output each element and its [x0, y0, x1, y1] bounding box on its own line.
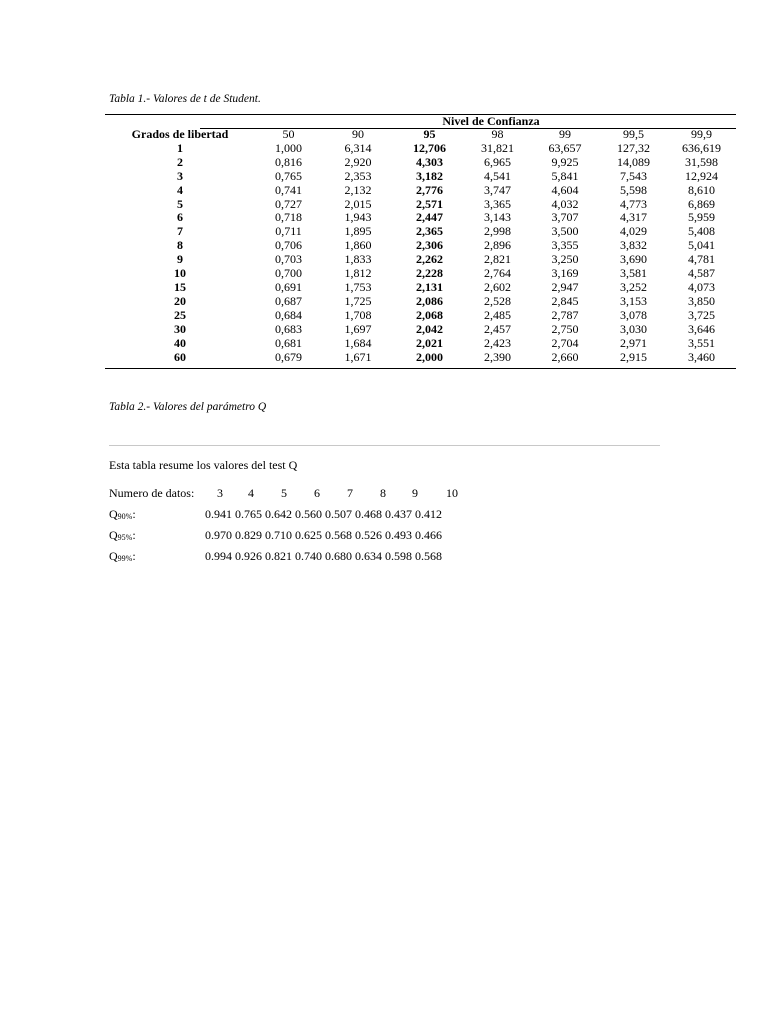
- t-value-cell: 1,943: [344, 211, 372, 225]
- t-value-cell: 5,959: [688, 211, 715, 225]
- t-value-cell: 2,228: [416, 267, 443, 281]
- t-value-cell: 636,619: [682, 141, 721, 155]
- t-value-cell: 2,447: [416, 211, 443, 225]
- t-value-cell: 3,500: [551, 225, 579, 239]
- t-value-cell: 1,812: [344, 267, 372, 281]
- t-value-cell: 3,725: [688, 308, 715, 322]
- t-value-cell: 5,841: [551, 169, 579, 183]
- t-value-cell: 3,169: [551, 267, 579, 281]
- df-cell: 15: [174, 280, 186, 294]
- df-cell: 5: [177, 197, 183, 211]
- t-value-cell: 3,832: [620, 239, 647, 253]
- confidence-header: 90: [352, 128, 364, 141]
- confidence-header: 99,5: [623, 128, 644, 141]
- confidence-header: 99,9: [691, 128, 712, 141]
- df-cell: 9: [177, 253, 183, 267]
- t-value-cell: 3,143: [484, 211, 511, 225]
- df-cell: 2: [177, 155, 183, 169]
- t-value-cell: 1,725: [344, 294, 372, 308]
- t-value-cell: 2,896: [484, 239, 511, 253]
- t-value-cell: 3,690: [620, 253, 647, 267]
- n-value: 4: [248, 486, 254, 500]
- n-value: 3: [217, 486, 223, 500]
- df-cell: 8: [177, 239, 183, 253]
- t-value-cell: 2,086: [416, 294, 443, 308]
- t-value-cell: 2,764: [484, 267, 511, 281]
- t-value-cell: 3,707: [551, 211, 579, 225]
- t-value-cell: 5,408: [688, 225, 715, 239]
- table-row: [105, 253, 736, 267]
- t-value-cell: 2,000: [416, 350, 443, 364]
- t-value-cell: 1,708: [344, 308, 372, 322]
- t-value-cell: 12,924: [685, 169, 718, 183]
- t-value-cell: 2,353: [344, 169, 372, 183]
- table-row: [105, 323, 736, 337]
- t-value-cell: 63,657: [548, 141, 582, 155]
- t-value-cell: 8,610: [688, 183, 715, 197]
- t-value-cell: 3,252: [620, 280, 647, 294]
- t-value-cell: 2,131: [416, 280, 443, 294]
- table-row: [105, 281, 736, 295]
- t-value-cell: 2,571: [416, 197, 443, 211]
- t-value-cell: 3,747: [484, 183, 511, 197]
- t-value-cell: 2,776: [416, 183, 443, 197]
- t-value-cell: 0,706: [275, 239, 302, 253]
- confidence-header: 98: [491, 128, 504, 141]
- t-value-cell: 2,660: [551, 350, 579, 364]
- df-cell: 7: [177, 225, 183, 239]
- t-value-cell: 2,750: [551, 322, 579, 336]
- t-value-cell: 127,32: [617, 141, 650, 155]
- t-value-cell: 3,646: [688, 322, 715, 336]
- table1-caption: Tabla 1.- Valores de t de Student.: [109, 93, 261, 105]
- t-value-cell: 3,551: [688, 336, 715, 350]
- q-row-values: 0.994 0.926 0.821 0.740 0.680 0.634 0.598 0.568: [205, 549, 442, 563]
- t-value-cell: 0,681: [275, 336, 302, 350]
- t-value-cell: 4,541: [484, 169, 511, 183]
- t-value-cell: 31,821: [481, 141, 514, 155]
- t-value-cell: 3,153: [620, 294, 647, 308]
- t-value-cell: 3,078: [620, 308, 647, 322]
- t-value-cell: 0,711: [275, 225, 302, 239]
- n-value: 5: [281, 486, 287, 500]
- table-row: [105, 156, 736, 170]
- table1-group-header: Nivel de Confianza: [442, 114, 540, 128]
- t-student-table: [105, 128, 736, 364]
- table-row: [105, 309, 736, 323]
- t-value-cell: 6,869: [688, 197, 715, 211]
- t-value-cell: 0,679: [275, 350, 302, 364]
- t-value-cell: 9,925: [551, 155, 579, 169]
- q-row-label: $Q_{95\%}$:: [109, 528, 136, 542]
- confidence-header: 99: [559, 128, 571, 141]
- df-column-header: Grados de libertad: [131, 128, 229, 141]
- table-row: [105, 211, 736, 225]
- t-value-cell: 1,833: [344, 253, 372, 267]
- t-value-cell: 12,706: [413, 141, 446, 155]
- table-row: [105, 225, 736, 239]
- t-value-cell: 2,998: [484, 225, 511, 239]
- df-cell: 30: [174, 322, 186, 336]
- t-value-cell: 3,355: [551, 239, 579, 253]
- n-value: 9: [412, 486, 418, 500]
- t-value-cell: 6,965: [484, 155, 511, 169]
- section-divider: [109, 445, 660, 446]
- table1-bottom-rule: [105, 368, 736, 369]
- t-value-cell: 14,089: [617, 155, 650, 169]
- t-value-cell: 0,816: [275, 155, 302, 169]
- t-value-cell: 2,845: [551, 294, 579, 308]
- t-value-cell: 3,030: [620, 322, 647, 336]
- confidence-header: 50: [282, 128, 295, 141]
- t-value-cell: 4,604: [551, 183, 579, 197]
- t-value-cell: 2,947: [551, 280, 579, 294]
- t-value-cell: 1,671: [344, 350, 372, 364]
- df-cell: 60: [174, 350, 186, 364]
- n-value: 8: [380, 486, 386, 500]
- t-value-cell: 4,029: [620, 225, 647, 239]
- df-cell: 20: [174, 294, 186, 308]
- df-cell: 25: [174, 308, 186, 322]
- t-value-cell: 3,250: [551, 253, 579, 267]
- t-value-cell: 2,787: [551, 308, 579, 322]
- t-value-cell: 1,000: [275, 141, 302, 155]
- t-value-cell: 3,460: [688, 350, 715, 364]
- t-value-cell: 3,182: [416, 169, 443, 183]
- t-value-cell: 1,895: [344, 225, 372, 239]
- t-value-cell: 3,850: [688, 294, 715, 308]
- df-cell: 10: [174, 267, 186, 281]
- t-value-cell: 1,697: [344, 322, 372, 336]
- table-row: [105, 267, 736, 281]
- t-value-cell: 4,317: [620, 211, 647, 225]
- t-value-cell: 2,704: [551, 336, 579, 350]
- t-value-cell: 2,920: [344, 155, 372, 169]
- t-value-cell: 4,587: [688, 267, 715, 281]
- table-row: [105, 170, 736, 184]
- t-value-cell: 0,727: [275, 197, 302, 211]
- t-value-cell: 1,860: [344, 239, 372, 253]
- t-value-cell: 0,718: [275, 211, 302, 225]
- t-value-cell: 0,700: [275, 267, 302, 281]
- q-row-label: $Q_{99\%}$:: [109, 549, 136, 563]
- n-value: 6: [314, 486, 320, 500]
- table-row: [105, 351, 736, 365]
- t-value-cell: 1,753: [344, 280, 372, 294]
- t-value-cell: 0,687: [275, 294, 302, 308]
- table-row: [105, 142, 736, 156]
- n-value: 7: [347, 486, 353, 500]
- t-value-cell: 7,543: [620, 169, 647, 183]
- q-row-values: 0.970 0.829 0.710 0.625 0.568 0.526 0.493 0.466: [205, 528, 442, 542]
- t-value-cell: 2,042: [416, 322, 443, 336]
- t-value-cell: 2,485: [484, 308, 511, 322]
- t-value-cell: 1,684: [344, 336, 372, 350]
- t-value-cell: 0,765: [275, 169, 302, 183]
- df-cell: 4: [177, 183, 183, 197]
- df-cell: 6: [177, 211, 183, 225]
- t-value-cell: 4,781: [688, 253, 715, 267]
- q-row-values: 0.941 0.765 0.642 0.560 0.507 0.468 0.437 0.412: [205, 507, 442, 521]
- t-value-cell: 2,528: [484, 294, 511, 308]
- q-table-summary: Esta tabla resume los valores del test Q: [109, 458, 298, 472]
- t-value-cell: 2,132: [344, 183, 372, 197]
- table-row: [105, 337, 736, 351]
- t-value-cell: 31,598: [685, 155, 718, 169]
- t-value-cell: 2,423: [484, 336, 511, 350]
- table-row: [105, 295, 736, 309]
- t-value-cell: 4,032: [551, 197, 579, 211]
- t-value-cell: 4,073: [688, 280, 715, 294]
- t-value-cell: 0,703: [275, 253, 302, 267]
- t-value-cell: 0,683: [275, 322, 302, 336]
- q-row-label: $Q_{90\%}$:: [109, 507, 136, 521]
- t-value-cell: 2,262: [416, 253, 443, 267]
- t-value-cell: 2,306: [416, 239, 443, 253]
- t-value-cell: 3,365: [484, 197, 511, 211]
- t-value-cell: 2,021: [416, 336, 443, 350]
- t-value-cell: 2,068: [416, 308, 443, 322]
- t-value-cell: 2,365: [416, 225, 443, 239]
- table2-caption: Tabla 2.- Valores del parámetro Q: [109, 401, 267, 413]
- df-cell: 3: [177, 169, 183, 183]
- n-value: 10: [446, 486, 458, 500]
- t-value-cell: 4,773: [620, 197, 647, 211]
- t-value-cell: 0,684: [275, 308, 302, 322]
- t-value-cell: 2,915: [620, 350, 647, 364]
- t-value-cell: 2,971: [620, 336, 647, 350]
- table-row: [105, 198, 736, 212]
- q-n-label: Numero de datos:: [109, 486, 195, 500]
- t-value-cell: 6,314: [344, 141, 372, 155]
- t-value-cell: 0,691: [275, 280, 302, 294]
- t-value-cell: 2,015: [344, 197, 372, 211]
- t-value-cell: 5,041: [688, 239, 715, 253]
- t-value-cell: 2,457: [484, 322, 511, 336]
- table-row: [105, 184, 736, 198]
- table-row: [105, 239, 736, 253]
- df-cell: 1: [177, 141, 183, 155]
- t-value-cell: 4,303: [416, 155, 443, 169]
- t-value-cell: 2,821: [484, 253, 511, 267]
- t-value-cell: 5,598: [620, 183, 647, 197]
- t-value-cell: 2,602: [484, 280, 511, 294]
- t-value-cell: 3,581: [620, 267, 647, 281]
- table1-header-row: [105, 128, 736, 142]
- df-cell: 40: [174, 336, 186, 350]
- confidence-header: 95: [423, 128, 436, 141]
- t-value-cell: 2,390: [484, 350, 511, 364]
- t-value-cell: 0,741: [275, 183, 302, 197]
